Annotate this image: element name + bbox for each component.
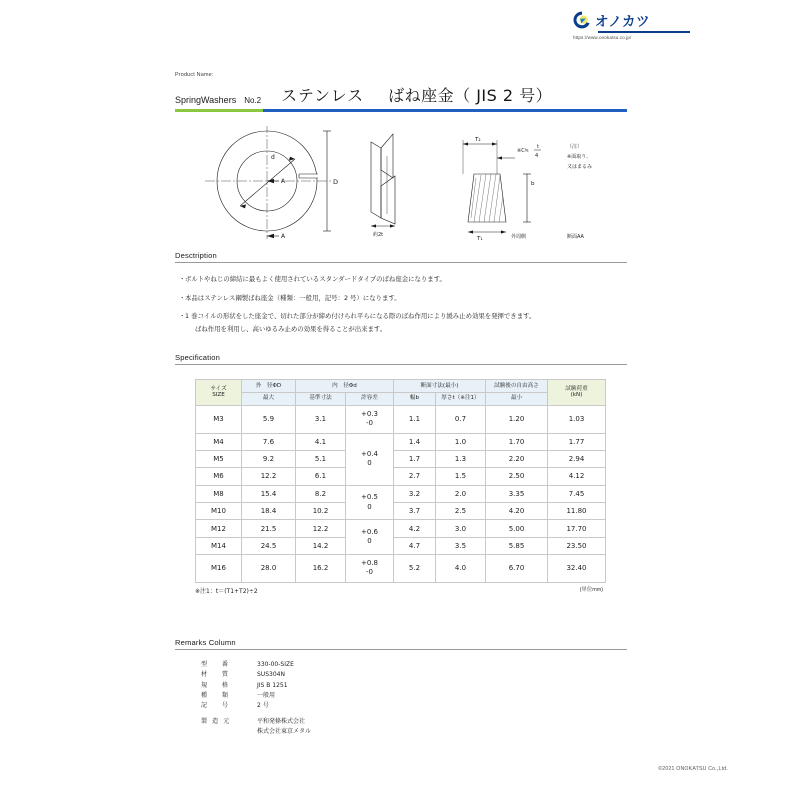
remarks-key: 型 番	[201, 661, 233, 668]
cell-inner-tolerance: +0.5 0	[346, 485, 394, 520]
description-item	[175, 275, 627, 285]
drawing-note-line1: ※面取り、	[567, 154, 592, 160]
cell-free-height: 1.20	[486, 405, 548, 433]
cell-inner-diameter: 3.1	[296, 405, 346, 433]
cell-outer-diameter: 18.4	[242, 503, 296, 520]
table-row	[196, 433, 606, 450]
drawing-label-b: b	[531, 181, 535, 187]
table-row	[196, 405, 606, 433]
remarks-value: JIS B 1251	[257, 681, 288, 689]
remarks-value: 2 号	[257, 702, 269, 710]
cell-free-height: 6.70	[486, 555, 548, 583]
cell-section-b: 4.2	[394, 520, 436, 537]
logo-brand-text: オノカツ	[595, 14, 651, 30]
table-row	[196, 485, 606, 502]
remarks-rule	[175, 649, 627, 650]
cell-test-load: 23.50	[548, 537, 606, 554]
specification-heading: Specification	[175, 353, 221, 362]
remarks-value: 平和発條株式会社 株式会社東京メタル	[257, 717, 312, 735]
drawing-note-line2: 又はまるみ	[567, 164, 593, 170]
bullet-icon: ・	[179, 293, 186, 302]
specification-table	[195, 379, 606, 583]
drawing-label-chamfer-den: 4	[535, 153, 539, 159]
cell-section-b: 1.1	[394, 405, 436, 433]
cell-free-height: 2.50	[486, 468, 548, 485]
cell-section-t: 1.0	[436, 433, 486, 450]
title-row	[175, 83, 627, 106]
remarks-value: 一般用	[257, 691, 276, 699]
specification-table-body	[196, 405, 606, 582]
th-size: サイズ SIZE	[196, 380, 242, 406]
remarks-row	[201, 670, 627, 680]
cell-test-load: 32.40	[548, 555, 606, 583]
cell-section-t: 2.0	[436, 485, 486, 502]
cell-inner-diameter: 8.2	[296, 485, 346, 502]
remarks-row	[201, 660, 627, 670]
th-section-t: 厚さt（※注1）	[436, 392, 486, 405]
remarks-value: 330-00-SIZE	[257, 661, 294, 668]
cell-free-height: 3.35	[486, 485, 548, 502]
product-name-en: SpringWashers	[175, 95, 237, 105]
cell-inner-diameter: 14.2	[296, 537, 346, 554]
cell-section-t: 2.5	[436, 503, 486, 520]
th-free-height-min: 最小	[486, 392, 548, 405]
specification-section	[175, 353, 627, 595]
cell-size: M16	[196, 555, 242, 583]
cell-size: M4	[196, 433, 242, 450]
drawing-label-inner-d: d	[271, 154, 275, 161]
description-heading: Desctription	[175, 251, 217, 260]
th-test-load: 試験荷重 (kN)	[548, 380, 606, 406]
bullet-icon: ・	[179, 275, 186, 283]
technical-drawing	[175, 126, 627, 242]
bullet-icon: ・	[179, 312, 186, 321]
cell-size: M3	[196, 405, 242, 433]
cell-outer-diameter: 21.5	[242, 520, 296, 537]
cell-test-load: 4.12	[548, 468, 606, 485]
cell-inner-diameter: 6.1	[296, 468, 346, 485]
cell-section-b: 1.7	[394, 450, 436, 467]
table-row	[196, 503, 606, 520]
cell-section-b: 2.7	[394, 468, 436, 485]
cell-inner-diameter: 5.1	[296, 450, 346, 467]
remarks-list	[201, 660, 627, 737]
cell-section-t: 3.5	[436, 537, 486, 554]
cell-test-load: 11.80	[548, 503, 606, 520]
cell-inner-tolerance: +0.3 -0	[346, 405, 394, 433]
company-logo	[572, 10, 722, 40]
remarks-section	[175, 638, 627, 737]
th-inner-diameter: 内 径Φd	[296, 380, 394, 393]
cell-outer-diameter: 28.0	[242, 555, 296, 583]
cell-section-b: 4.7	[394, 537, 436, 554]
table-row	[196, 537, 606, 554]
cell-free-height: 1.70	[486, 433, 548, 450]
cell-section-t: 4.0	[436, 555, 486, 583]
remarks-row	[201, 681, 627, 691]
cell-inner-diameter: 4.1	[296, 433, 346, 450]
title-rule-green	[175, 109, 263, 112]
table-header-row-1	[196, 380, 606, 393]
th-inner-basic: 基準寸法	[296, 392, 346, 405]
specification-rule	[175, 364, 627, 365]
logo-row	[572, 10, 722, 30]
remarks-key: 規 格	[201, 681, 233, 689]
remarks-row	[201, 701, 627, 711]
cell-outer-diameter: 7.6	[242, 433, 296, 450]
drawing-label-a-bottom: A	[281, 233, 286, 240]
table-unit-note: (単位mm)	[579, 586, 603, 593]
onokatsu-mark-icon	[572, 10, 592, 30]
cell-free-height: 5.85	[486, 537, 548, 554]
drawing-note-head: （注）	[567, 144, 583, 150]
cell-inner-diameter: 16.2	[296, 555, 346, 583]
cell-section-b: 3.2	[394, 485, 436, 502]
description-item	[175, 312, 627, 334]
cell-section-t: 1.5	[436, 468, 486, 485]
table-footnote: ※注1：t＝(T1+T2)÷2	[195, 587, 258, 595]
logo-underbar	[598, 31, 690, 33]
drawing-label-approx-2t: 約2t	[373, 232, 384, 238]
th-section-dims: 断面寸法(最小)	[394, 380, 486, 393]
cell-section-b: 3.7	[394, 503, 436, 520]
drawing-label-section-aa: 断面AA	[567, 234, 584, 240]
table-row	[196, 555, 606, 583]
cell-test-load: 1.03	[548, 405, 606, 433]
cell-inner-tolerance: +0.4 0	[346, 433, 394, 485]
table-header-row-2	[196, 392, 606, 405]
cell-size: M8	[196, 485, 242, 502]
remarks-key: 種 類	[201, 691, 233, 699]
cell-test-load: 7.45	[548, 485, 606, 502]
cell-size: M12	[196, 520, 242, 537]
cell-test-load: 1.77	[548, 433, 606, 450]
cell-outer-diameter: 24.5	[242, 537, 296, 554]
table-row	[196, 520, 606, 537]
cell-outer-diameter: 12.2	[242, 468, 296, 485]
th-section-b: 幅b	[394, 392, 436, 405]
table-row	[196, 450, 606, 467]
description-section	[175, 251, 627, 343]
cell-size: M10	[196, 503, 242, 520]
description-text: 1 巻コイルの形状をした座金で、切れた部分が締め付けられ平らになる際のばね作用により緩み止め効果を発揮できます。	[185, 312, 536, 321]
copyright-footer: ©2021 ONOKATSU Co.,Ltd.	[658, 766, 728, 772]
cell-section-b: 5.2	[394, 555, 436, 583]
th-inner-tolerance: 許容差	[346, 392, 394, 405]
cell-section-t: 0.7	[436, 405, 486, 433]
product-name-label: Product Name:	[175, 72, 214, 78]
cell-test-load: 2.94	[548, 450, 606, 467]
cell-section-b: 1.4	[394, 433, 436, 450]
th-outer-diameter: 外 径ΦD	[242, 380, 296, 393]
remarks-key: 製 造 元	[201, 717, 231, 725]
description-text: 本品はステンレス鋼製ばね座金（種類：一般用，記号：2 号）になります。	[185, 293, 401, 302]
cell-inner-diameter: 10.2	[296, 503, 346, 520]
title-underline	[175, 109, 627, 112]
description-text-wrap	[185, 312, 627, 334]
remarks-key: 材 質	[201, 671, 233, 679]
product-number: No.2	[244, 96, 262, 105]
cell-inner-tolerance: +0.8 -0	[346, 555, 394, 583]
cell-inner-tolerance: +0.6 0	[346, 520, 394, 555]
description-subtext: ばね作用を利用し、高いゆるみ止めの効果を得ることが出来ます。	[195, 324, 387, 333]
table-row	[196, 468, 606, 485]
cell-outer-diameter: 15.4	[242, 485, 296, 502]
cell-section-t: 3.0	[436, 520, 486, 537]
drawing-label-chamfer: ※C≒	[517, 148, 529, 154]
logo-url[interactable]: https://www.onokatsu.co.jp/	[573, 35, 632, 40]
drawing-label-t2: T₂	[475, 137, 481, 143]
cell-size: M5	[196, 450, 242, 467]
cell-section-t: 1.3	[436, 450, 486, 467]
remarks-row	[201, 691, 627, 701]
drawing-label-a-mid: A	[281, 178, 286, 185]
cell-outer-diameter: 5.9	[242, 405, 296, 433]
remarks-key: 記 号	[201, 702, 233, 710]
description-text: ボルトやねじの締結に最もよく使用されているスタンダードタイプのばね座金になります。	[185, 275, 446, 283]
th-free-height: 試験後の自由高さ	[486, 380, 548, 393]
drawing-label-t1: T₁	[477, 236, 483, 242]
drawing-label-outer-d: D	[333, 178, 339, 186]
title-area	[175, 72, 627, 112]
description-list	[175, 275, 627, 334]
cell-free-height: 5.00	[486, 520, 548, 537]
description-item	[175, 294, 627, 304]
drawing-label-outer-side: 外周側	[511, 234, 527, 240]
cell-inner-diameter: 12.2	[296, 520, 346, 537]
cell-free-height: 2.20	[486, 450, 548, 467]
title-rule-blue	[263, 109, 627, 112]
product-name-jp: ばね座金（ JIS 2 号）	[388, 86, 553, 105]
cell-free-height: 4.20	[486, 503, 548, 520]
cell-size: M6	[196, 468, 242, 485]
remarks-row	[201, 717, 627, 738]
cell-test-load: 17.70	[548, 520, 606, 537]
product-material-jp: ステンレス	[281, 86, 365, 105]
th-outer-max: 最大	[242, 392, 296, 405]
cell-outer-diameter: 9.2	[242, 450, 296, 467]
remarks-heading: Remarks Column	[175, 638, 236, 647]
drawing-label-chamfer-num: t	[537, 144, 539, 150]
cell-size: M14	[196, 537, 242, 554]
remarks-value: SUS304N	[257, 671, 285, 679]
description-rule	[175, 262, 627, 263]
